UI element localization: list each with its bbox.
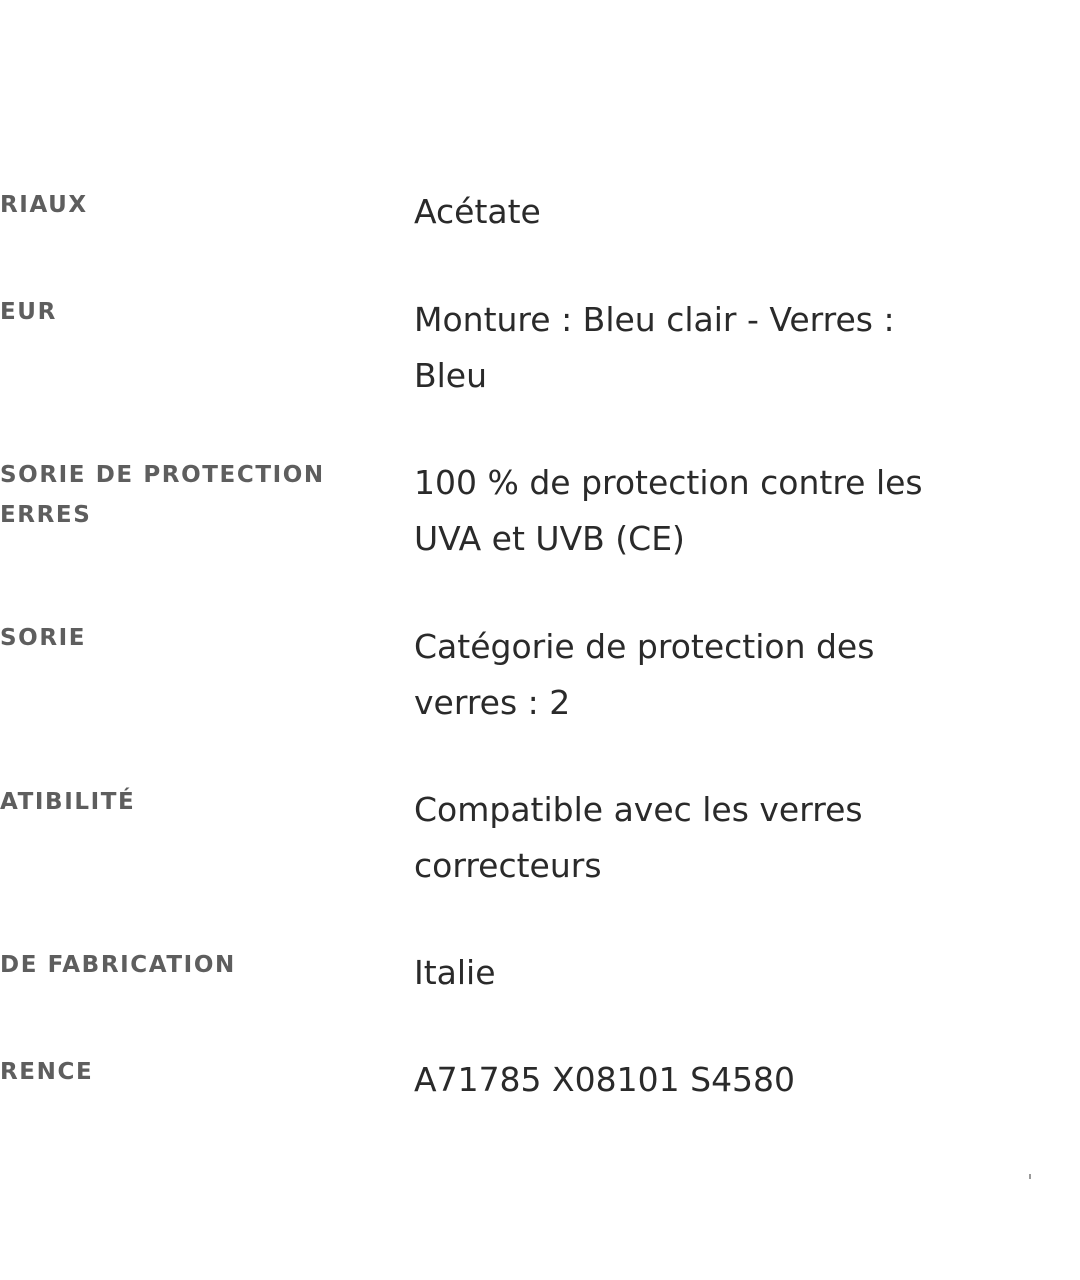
spec-label: DE FABRICATION [0,952,236,978]
spec-label: EUR [0,299,57,325]
spec-label: RIAUX [0,192,88,218]
spec-value: Catégorie de protection des verres : 2 [414,627,875,722]
spec-value: Acétate [414,192,541,231]
spec-value: Monture : Bleu clair - Verres : Bleu [414,300,895,395]
spec-label: RENCE [0,1059,94,1085]
stray-mark [1029,1174,1031,1179]
spec-label: SORIE DE PROTECTION ERRES [0,462,325,528]
spec-label: SORIE [0,625,87,651]
spec-value: 100 % de protection contre les UVA et UVB (CE) [414,463,923,558]
spec-value: A71785 X08101 S4580 [414,1060,796,1099]
spec-label: ATIBILITÉ [0,789,136,815]
spec-value: Compatible avec les verres correcteurs [414,790,863,885]
spec-value: Italie [414,953,496,992]
